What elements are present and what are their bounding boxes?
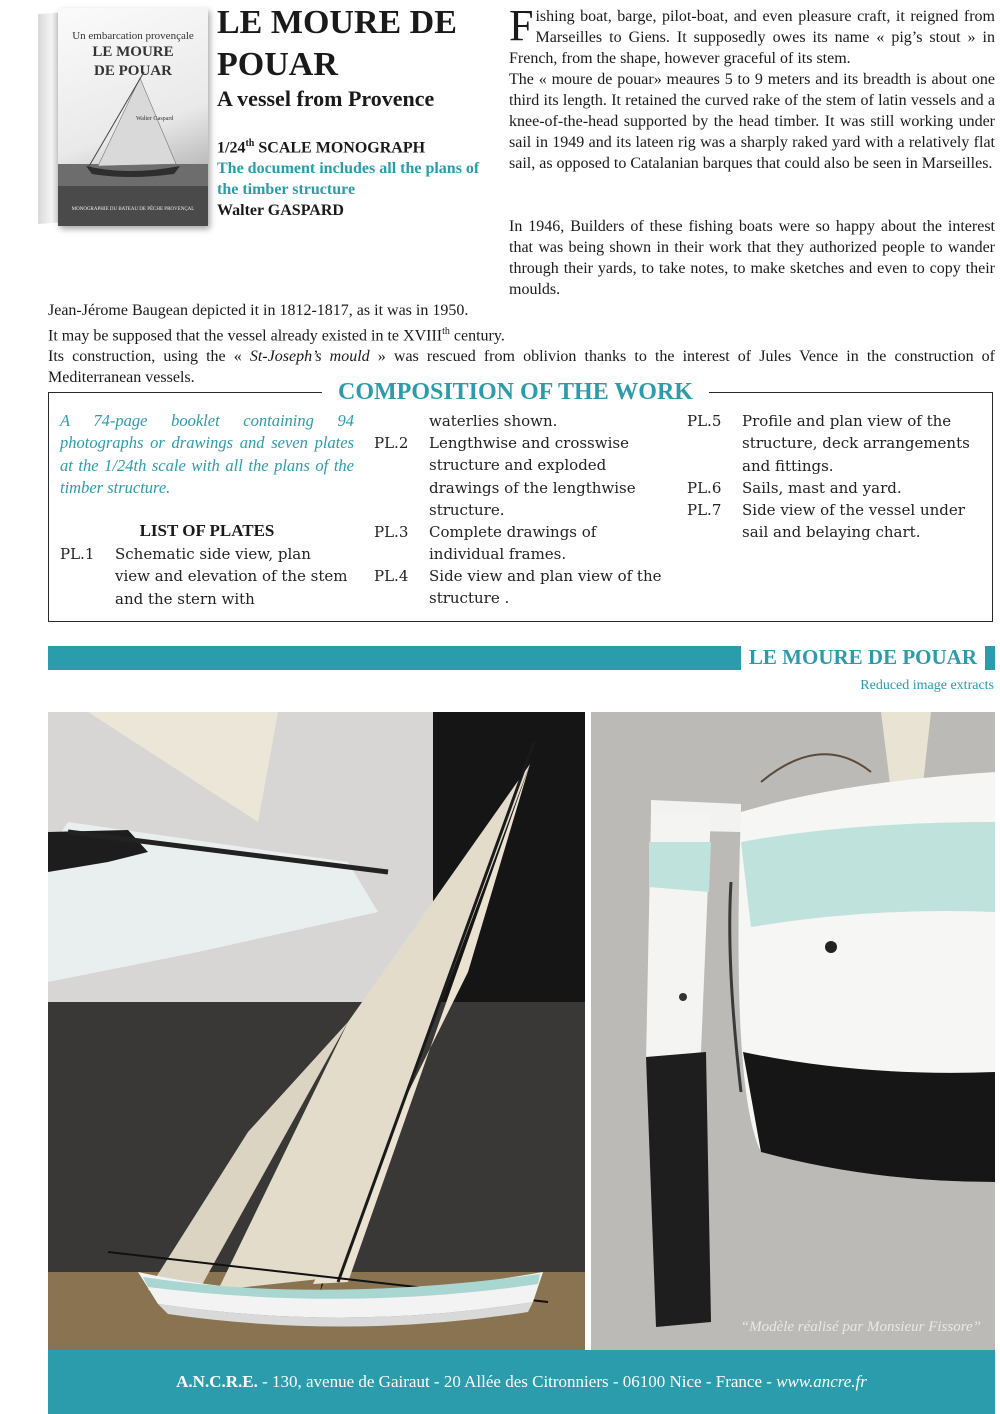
plate-item bbox=[687, 499, 982, 544]
body-paragraph-1 bbox=[48, 216, 995, 300]
plate-description: Side view of the vessel under sail and belaying chart. bbox=[742, 501, 965, 542]
scale-superscript: th bbox=[245, 138, 255, 149]
plate-code: PL.6 bbox=[687, 479, 722, 497]
body-text bbox=[48, 216, 995, 388]
photo-caption: “Modèle réalisé par Monsieur Fissore” bbox=[740, 1319, 981, 1335]
extracts-label: Reduced image extracts bbox=[860, 678, 994, 693]
book-cover bbox=[58, 8, 208, 226]
scale-label: SCALE MONOGRAPH bbox=[254, 139, 426, 157]
intro-paragraph-1 bbox=[509, 1, 995, 69]
composition-title: COMPOSITION OF THE WORK bbox=[322, 379, 709, 405]
plate-code: PL.3 bbox=[374, 523, 409, 541]
cover-title-line2: DE POUAR bbox=[94, 63, 172, 79]
cover-sail-illustration bbox=[58, 68, 208, 226]
plate-description: waterlies shown. bbox=[429, 412, 558, 430]
plate-item bbox=[374, 410, 674, 432]
intro-paragraph-2: The « moure de pouar» meaures 5 to 9 meters and its breadth is about one third its length. It retained the curved rake of the stem of latin vessels and a knee-of-the-head supported by the head timber. It was still working under sail in 1949 and its lateen rig was a sharply raked yard with a relatively flat sail, as opposed to Catalanian barques that could also be seen in Marseilles. bbox=[509, 71, 995, 172]
cover-footer-text: MONOGRAPHIE DU BATEAU DE PÊCHE PROVENÇAL bbox=[71, 207, 195, 212]
footer-address: - 130, avenue de Gairaut - 20 Allée des Citronniers - 06100 Nice - France - bbox=[257, 1372, 777, 1391]
composition-description: A 74-page booklet containing 94 photographs or drawings and seven plates at the 1/24th scale with all the plans of the timber structure. bbox=[60, 411, 354, 497]
body-paragraph-4-start: Its construction, using the « bbox=[48, 348, 250, 366]
body-paragraph-1-text: In 1946, Builders of these fishing boats were so happy about the interest that was being shown in their work that they authorized people to wander through their yards, to take notes, to make sketches and even to copy their moulds. bbox=[509, 218, 995, 298]
cover-title-line1: LE MOURE bbox=[92, 44, 174, 60]
body-paragraph-3-end: century. bbox=[449, 327, 505, 345]
intro-text bbox=[509, 1, 995, 174]
plate-item bbox=[374, 565, 674, 610]
footer-line bbox=[176, 1372, 867, 1392]
page-title: LE MOURE DE POUAR bbox=[217, 4, 457, 83]
plans-note: The document includes all the plans of the timber structure bbox=[217, 160, 480, 199]
page-footer bbox=[48, 1350, 995, 1414]
book-spine bbox=[38, 12, 60, 224]
plate-item bbox=[374, 521, 674, 566]
list-of-plates-title: LIST OF PLATES bbox=[139, 521, 275, 540]
page-subtitle: A vessel from Provence bbox=[217, 86, 435, 111]
scale-line bbox=[217, 133, 497, 158]
plate-item bbox=[374, 432, 674, 521]
intro-paragraph-1-text: ishing boat, barge, pilot-boat, and even pleasure craft, it reigned from Marseilles to Giens. It supposedly owes its name « pig’s stout » in French, from the shape, however graceful of its stem. bbox=[509, 8, 995, 67]
plate-item bbox=[687, 410, 982, 477]
section-bar bbox=[48, 646, 995, 670]
plate-description: Complete drawings of individual frames. bbox=[429, 523, 597, 564]
footer-org: A.N.C.R.E. bbox=[176, 1372, 258, 1391]
boat-model-illustration bbox=[48, 712, 585, 1350]
plate-description: Sails, mast and yard. bbox=[742, 479, 902, 497]
plate-code: PL.7 bbox=[687, 501, 722, 519]
footer-url[interactable]: www.ancre.fr bbox=[776, 1372, 867, 1391]
book-cover-image bbox=[38, 8, 208, 226]
plate-description: Schematic side view, plan view and elevation of the stem and the stern with bbox=[115, 545, 348, 608]
plate-item bbox=[687, 477, 982, 499]
mould-name: St-Joseph’s mould bbox=[249, 348, 370, 366]
cover-author: Walter Gaspard bbox=[136, 116, 174, 122]
author-name: Walter GASPARD bbox=[217, 202, 344, 220]
plate-description: Lengthwise and crosswise structure and exploded drawings of the lengthwise structure. bbox=[429, 434, 636, 519]
plate-item bbox=[60, 543, 350, 610]
body-paragraph-4-end: » was rescued from oblivion thanks to the interest of Jules Vence in the construction of Mediterranean vessels. bbox=[48, 348, 995, 387]
scale-number: 1/24 bbox=[217, 139, 246, 157]
body-paragraph-3 bbox=[48, 321, 995, 346]
rudder-detail-illustration bbox=[591, 712, 995, 1350]
plate-code: PL.1 bbox=[60, 545, 95, 563]
century-superscript: th bbox=[442, 326, 450, 337]
cover-series: Un embarcation provençale bbox=[72, 30, 194, 42]
body-paragraph-2: Jean-Jérome Baugean depicted it in 1812-1817, as it was in 1950. bbox=[48, 302, 469, 319]
body-paragraph-3-text: It may be supposed that the vessel already existed in te XVIII bbox=[48, 327, 443, 345]
plate-code: PL.5 bbox=[687, 412, 722, 430]
plate-description: Profile and plan view of the structure, deck arrangements and fittings. bbox=[742, 412, 970, 475]
model-photo-right bbox=[591, 712, 995, 1350]
plate-code: PL.2 bbox=[374, 434, 409, 452]
model-photo-left bbox=[48, 712, 585, 1350]
plate-code: PL.4 bbox=[374, 567, 409, 585]
plate-code bbox=[374, 410, 429, 432]
plate-description: Side view and plan view of the structure . bbox=[429, 567, 662, 608]
drop-cap: F bbox=[509, 1, 534, 50]
section-bar-title: LE MOURE DE POUAR bbox=[741, 644, 985, 670]
monograph-meta bbox=[217, 133, 497, 221]
